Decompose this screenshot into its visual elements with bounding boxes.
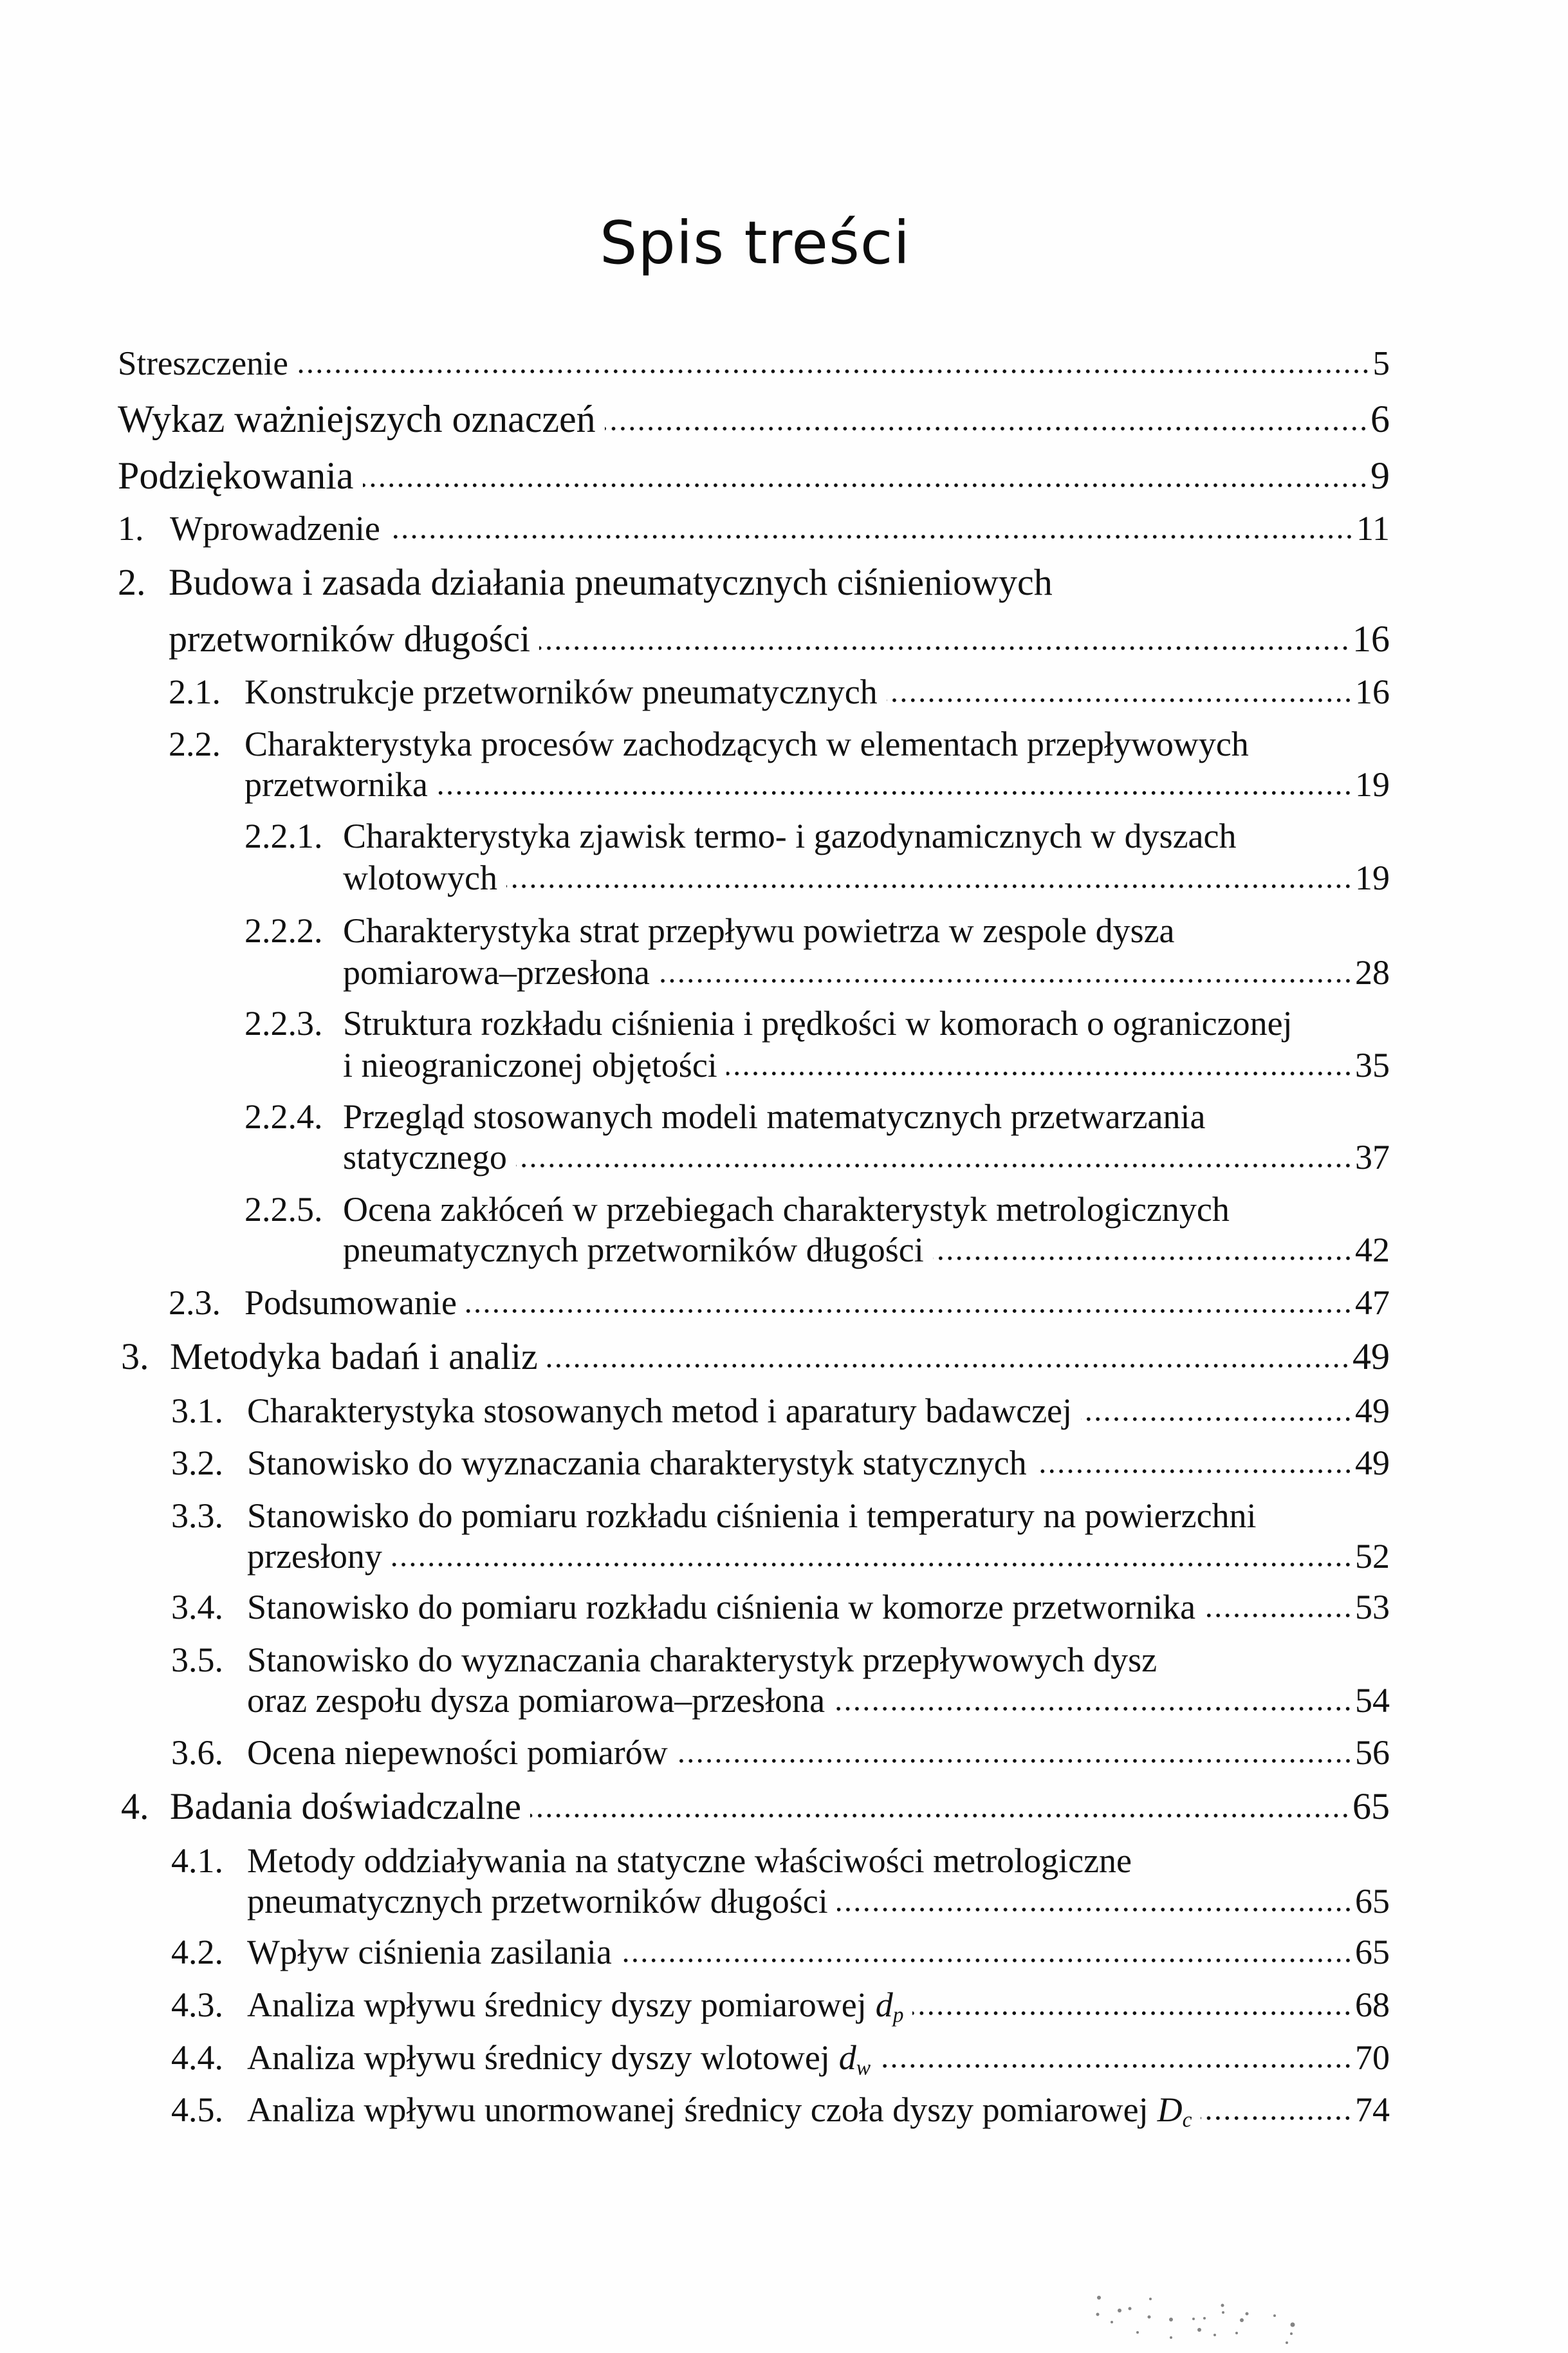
toc-entry-number: 4.1.	[171, 1841, 223, 1880]
dot-leader	[659, 971, 1352, 984]
dot-leader	[297, 362, 1370, 375]
toc-page-number: 74	[1355, 2090, 1390, 2129]
toc-entry-number: 3.4.	[171, 1588, 223, 1626]
toc-entry-number: 3.	[121, 1335, 149, 1377]
dot-leader	[677, 1751, 1352, 1764]
toc-entry-3-6[interactable]	[171, 1724, 1390, 1781]
math-symbol-dp: $d_p$	[875, 1986, 904, 2027]
toc-entry-3-2[interactable]	[171, 1434, 1390, 1492]
toc-page-number: 28	[1355, 953, 1390, 992]
toc-entry-number: 4.5.	[171, 2090, 223, 2129]
toc-entry-label: przetworników długości	[169, 618, 531, 660]
toc-entry-3-3-cont[interactable]	[247, 1527, 1390, 1585]
dot-leader	[880, 2056, 1352, 2069]
dot-leader	[363, 476, 1368, 488]
toc-entry-4-3[interactable]	[171, 1976, 1390, 2034]
toc-page-number: 11	[1356, 509, 1390, 548]
library-stamp-icon	[1075, 2272, 1306, 2349]
toc-entry-label: Badania doświadczalne	[170, 1785, 521, 1827]
toc-entry-label: Przegląd stosowanych modeli matematycznych przetwarzania	[343, 1097, 1206, 1136]
dot-leader	[1201, 2108, 1352, 2121]
toc-entry-label: Analiza wpływu średnicy dyszy wlotowej	[247, 2038, 830, 2077]
toc-entry-chapter-2-cont[interactable]	[169, 610, 1390, 668]
toc-entry-4-4[interactable]	[171, 2029, 1390, 2087]
toc-entry-number: 2.2.5.	[244, 1190, 323, 1229]
toc-entry-number: 3.2.	[171, 1444, 223, 1482]
toc-page-number: 35	[1355, 1046, 1390, 1084]
dot-leader	[837, 1900, 1352, 1913]
dot-leader	[621, 1951, 1352, 1964]
toc-entry-2-3[interactable]	[169, 1274, 1390, 1332]
toc-entry-label: i nieograniczonej objętości	[343, 1046, 717, 1084]
toc-entry-number: 2.1.	[169, 673, 221, 711]
toc-entry-label: Charakterystyka strat przepływu powietrza w zespole dysza	[343, 911, 1175, 950]
toc-page-number: 19	[1355, 765, 1390, 804]
toc-page-number: 37	[1355, 1138, 1390, 1176]
toc-entry-label: Stanowisko do pomiaru rozkładu ciśnienia w komorze przetwornika	[247, 1588, 1196, 1626]
toc-entry-podziekowania[interactable]	[118, 447, 1390, 505]
toc-entry-4-1-cont[interactable]	[247, 1872, 1390, 1930]
toc-entry-label: Wykaz ważniejszych oznaczeń	[118, 398, 596, 440]
toc-page-number: 70	[1355, 2038, 1390, 2077]
dot-leader	[834, 1699, 1352, 1712]
toc-entry-label: Podziękowania	[118, 454, 354, 497]
dot-leader	[887, 691, 1352, 703]
toc-entry-3-1[interactable]	[171, 1382, 1390, 1440]
dot-leader	[466, 1301, 1352, 1314]
toc-entry-2-2-3-cont[interactable]	[343, 1036, 1390, 1094]
toc-entry-label: wlotowych	[343, 859, 497, 897]
toc-entry-label: przesłony	[247, 1537, 382, 1576]
toc-entry-streszczenie[interactable]	[118, 335, 1390, 393]
toc-entry-label: Struktura rozkładu ciśnienia i prędkości w komorach o ograniczonej	[343, 1004, 1293, 1043]
dot-leader	[912, 2004, 1352, 2016]
toc-page-number: 68	[1355, 1986, 1390, 2024]
toc-entry-label: Metodyka badań i analiz	[170, 1335, 538, 1377]
toc-page-number: 47	[1355, 1283, 1390, 1322]
toc-entry-4-5[interactable]	[171, 2081, 1390, 2139]
toc-page-number: 19	[1355, 859, 1390, 897]
toc-entry-label: Streszczenie	[118, 345, 288, 382]
toc-page-number: 5	[1372, 345, 1390, 382]
dot-leader	[726, 1064, 1352, 1077]
toc-entry-label: Konstrukcje przetworników pneumatycznych	[244, 673, 878, 711]
toc-entry-2-1[interactable]	[169, 663, 1390, 721]
toc-entry-number: 3.3.	[171, 1496, 223, 1535]
toc-entry-3-4[interactable]	[171, 1578, 1390, 1636]
toc-page-number: 49	[1352, 1335, 1390, 1377]
dot-leader	[530, 1806, 1350, 1819]
toc-entry-label: Podsumowanie	[244, 1283, 457, 1322]
toc-entry-label: Stanowisko do pomiaru rozkładu ciśnienia i temperatury na powierzchni	[247, 1496, 1257, 1535]
toc-entry-number: 2.2.2.	[244, 911, 323, 950]
toc-entry-label: Analiza wpływu unormowanej średnicy czoła dyszy pomiarowej	[247, 2090, 1148, 2129]
toc-entry-label: Metody oddziaływania na statyczne właściwości metrologiczne	[247, 1841, 1132, 1880]
math-symbol-Dc: $D_c$	[1157, 2090, 1192, 2132]
toc-entry-2-2-5-cont[interactable]	[343, 1221, 1390, 1279]
dot-leader	[389, 527, 1354, 540]
toc-entry-chapter-2[interactable]	[118, 553, 1390, 611]
toc-entry-wykaz-oznaczen[interactable]	[118, 390, 1390, 448]
dot-leader	[516, 1156, 1352, 1169]
toc-page-number: 6	[1370, 398, 1390, 440]
toc-page-number: 65	[1355, 1933, 1390, 1971]
toc-entry-label: Stanowisko do wyznaczania charakterystyk statycznych	[247, 1444, 1027, 1482]
toc-entry-number: 2.2.4.	[244, 1097, 323, 1136]
toc-entry-number: 2.2.3.	[244, 1004, 323, 1043]
toc-entry-number: 4.	[121, 1785, 149, 1827]
toc-page-number: 9	[1370, 454, 1390, 497]
toc-entry-number: 1.	[118, 509, 144, 548]
toc-entry-2-2-1-cont[interactable]	[343, 849, 1390, 907]
toc-entry-label: Stanowisko do wyznaczania charakterystyk przepływowych dysz	[247, 1641, 1158, 1679]
toc-entry-2-2-cont[interactable]	[244, 756, 1390, 814]
toc-entry-number: 3.5.	[171, 1641, 223, 1679]
toc-page-number: 16	[1352, 618, 1390, 660]
toc-entry-label: pomiarowa–przesłona	[343, 953, 650, 992]
toc-entry-label: Wpływ ciśnienia zasilania	[247, 1933, 612, 1971]
toc-entry-label: Wprowadzenie	[170, 509, 380, 548]
dot-leader	[933, 1249, 1352, 1261]
toc-entry-label: oraz zespołu dysza pomiarowa–przesłona	[247, 1681, 826, 1720]
toc-entry-label: Charakterystyka stosowanych metod i aparatury badawczej	[247, 1391, 1073, 1430]
toc-page-number: 54	[1355, 1681, 1390, 1720]
toc-entry-number: 2.2.1.	[244, 817, 323, 855]
toc-entry-number: 3.6.	[171, 1733, 223, 1772]
dot-leader	[539, 638, 1350, 651]
toc-entry-number: 2.	[118, 561, 146, 603]
toc-entry-label: Charakterystyka zjawisk termo- i gazodynamicznych w dyszach	[343, 817, 1237, 855]
toc-page-number: 65	[1352, 1785, 1390, 1827]
page-title: Spis treści	[599, 209, 911, 277]
dot-leader	[391, 1555, 1352, 1568]
toc-page-number: 16	[1355, 673, 1390, 711]
toc-entry-2-2-4-cont[interactable]	[343, 1128, 1390, 1186]
toc-entry-label: przetwornika	[244, 765, 428, 804]
toc-entry-2-2-2-cont[interactable]	[343, 944, 1390, 1001]
toc-entry-label: Ocena niepewności pomiarów	[247, 1733, 668, 1772]
toc-entry-number: 2.2.	[169, 725, 221, 763]
toc-page-number: 53	[1355, 1588, 1390, 1626]
toc-entry-number: 2.3.	[169, 1283, 221, 1322]
dot-leader	[547, 1356, 1350, 1369]
toc-entry-3-5-cont[interactable]	[247, 1671, 1390, 1729]
toc-entry-label: pneumatycznych przetworników długości	[343, 1231, 924, 1269]
toc-entry-label: Analiza wpływu średnicy dyszy pomiarowej	[247, 1986, 867, 2024]
math-symbol-dw: $d_w$	[838, 2038, 871, 2080]
dot-leader	[437, 783, 1352, 796]
toc-page-number: 49	[1355, 1444, 1390, 1482]
toc-entry-chapter-3[interactable]	[121, 1328, 1390, 1386]
toc-entry-label: pneumatycznych przetworników długości	[247, 1882, 828, 1921]
toc-entry-label: statycznego	[343, 1138, 507, 1176]
toc-entry-number: 4.4.	[171, 2038, 223, 2077]
toc-page-number: 56	[1355, 1733, 1390, 1772]
dot-leader	[1036, 1462, 1352, 1474]
toc-entry-chapter-1[interactable]	[118, 499, 1390, 557]
toc-page-number: 49	[1355, 1391, 1390, 1430]
toc-entry-chapter-4[interactable]	[121, 1778, 1390, 1836]
toc-page-number: 42	[1355, 1231, 1390, 1269]
toc-entry-label: Budowa i zasada działania pneumatycznych ciśnieniowych	[169, 561, 1053, 603]
dot-leader	[1081, 1409, 1352, 1422]
toc-entry-number: 4.2.	[171, 1933, 223, 1971]
toc-entry-label: Ocena zakłóceń w przebiegach charakterystyk metrologicznych	[343, 1190, 1230, 1229]
toc-page-number: 52	[1355, 1537, 1390, 1576]
dot-leader	[605, 419, 1368, 432]
dot-leader	[506, 877, 1352, 889]
toc-entry-label: Charakterystyka procesów zachodzących w elementach przepływowych	[244, 725, 1249, 763]
toc-entry-number: 3.1.	[171, 1391, 223, 1430]
toc-entry-4-2[interactable]	[171, 1923, 1390, 1981]
dot-leader	[1204, 1606, 1352, 1619]
toc-entry-number: 4.3.	[171, 1986, 223, 2024]
toc-page-number: 65	[1355, 1882, 1390, 1921]
